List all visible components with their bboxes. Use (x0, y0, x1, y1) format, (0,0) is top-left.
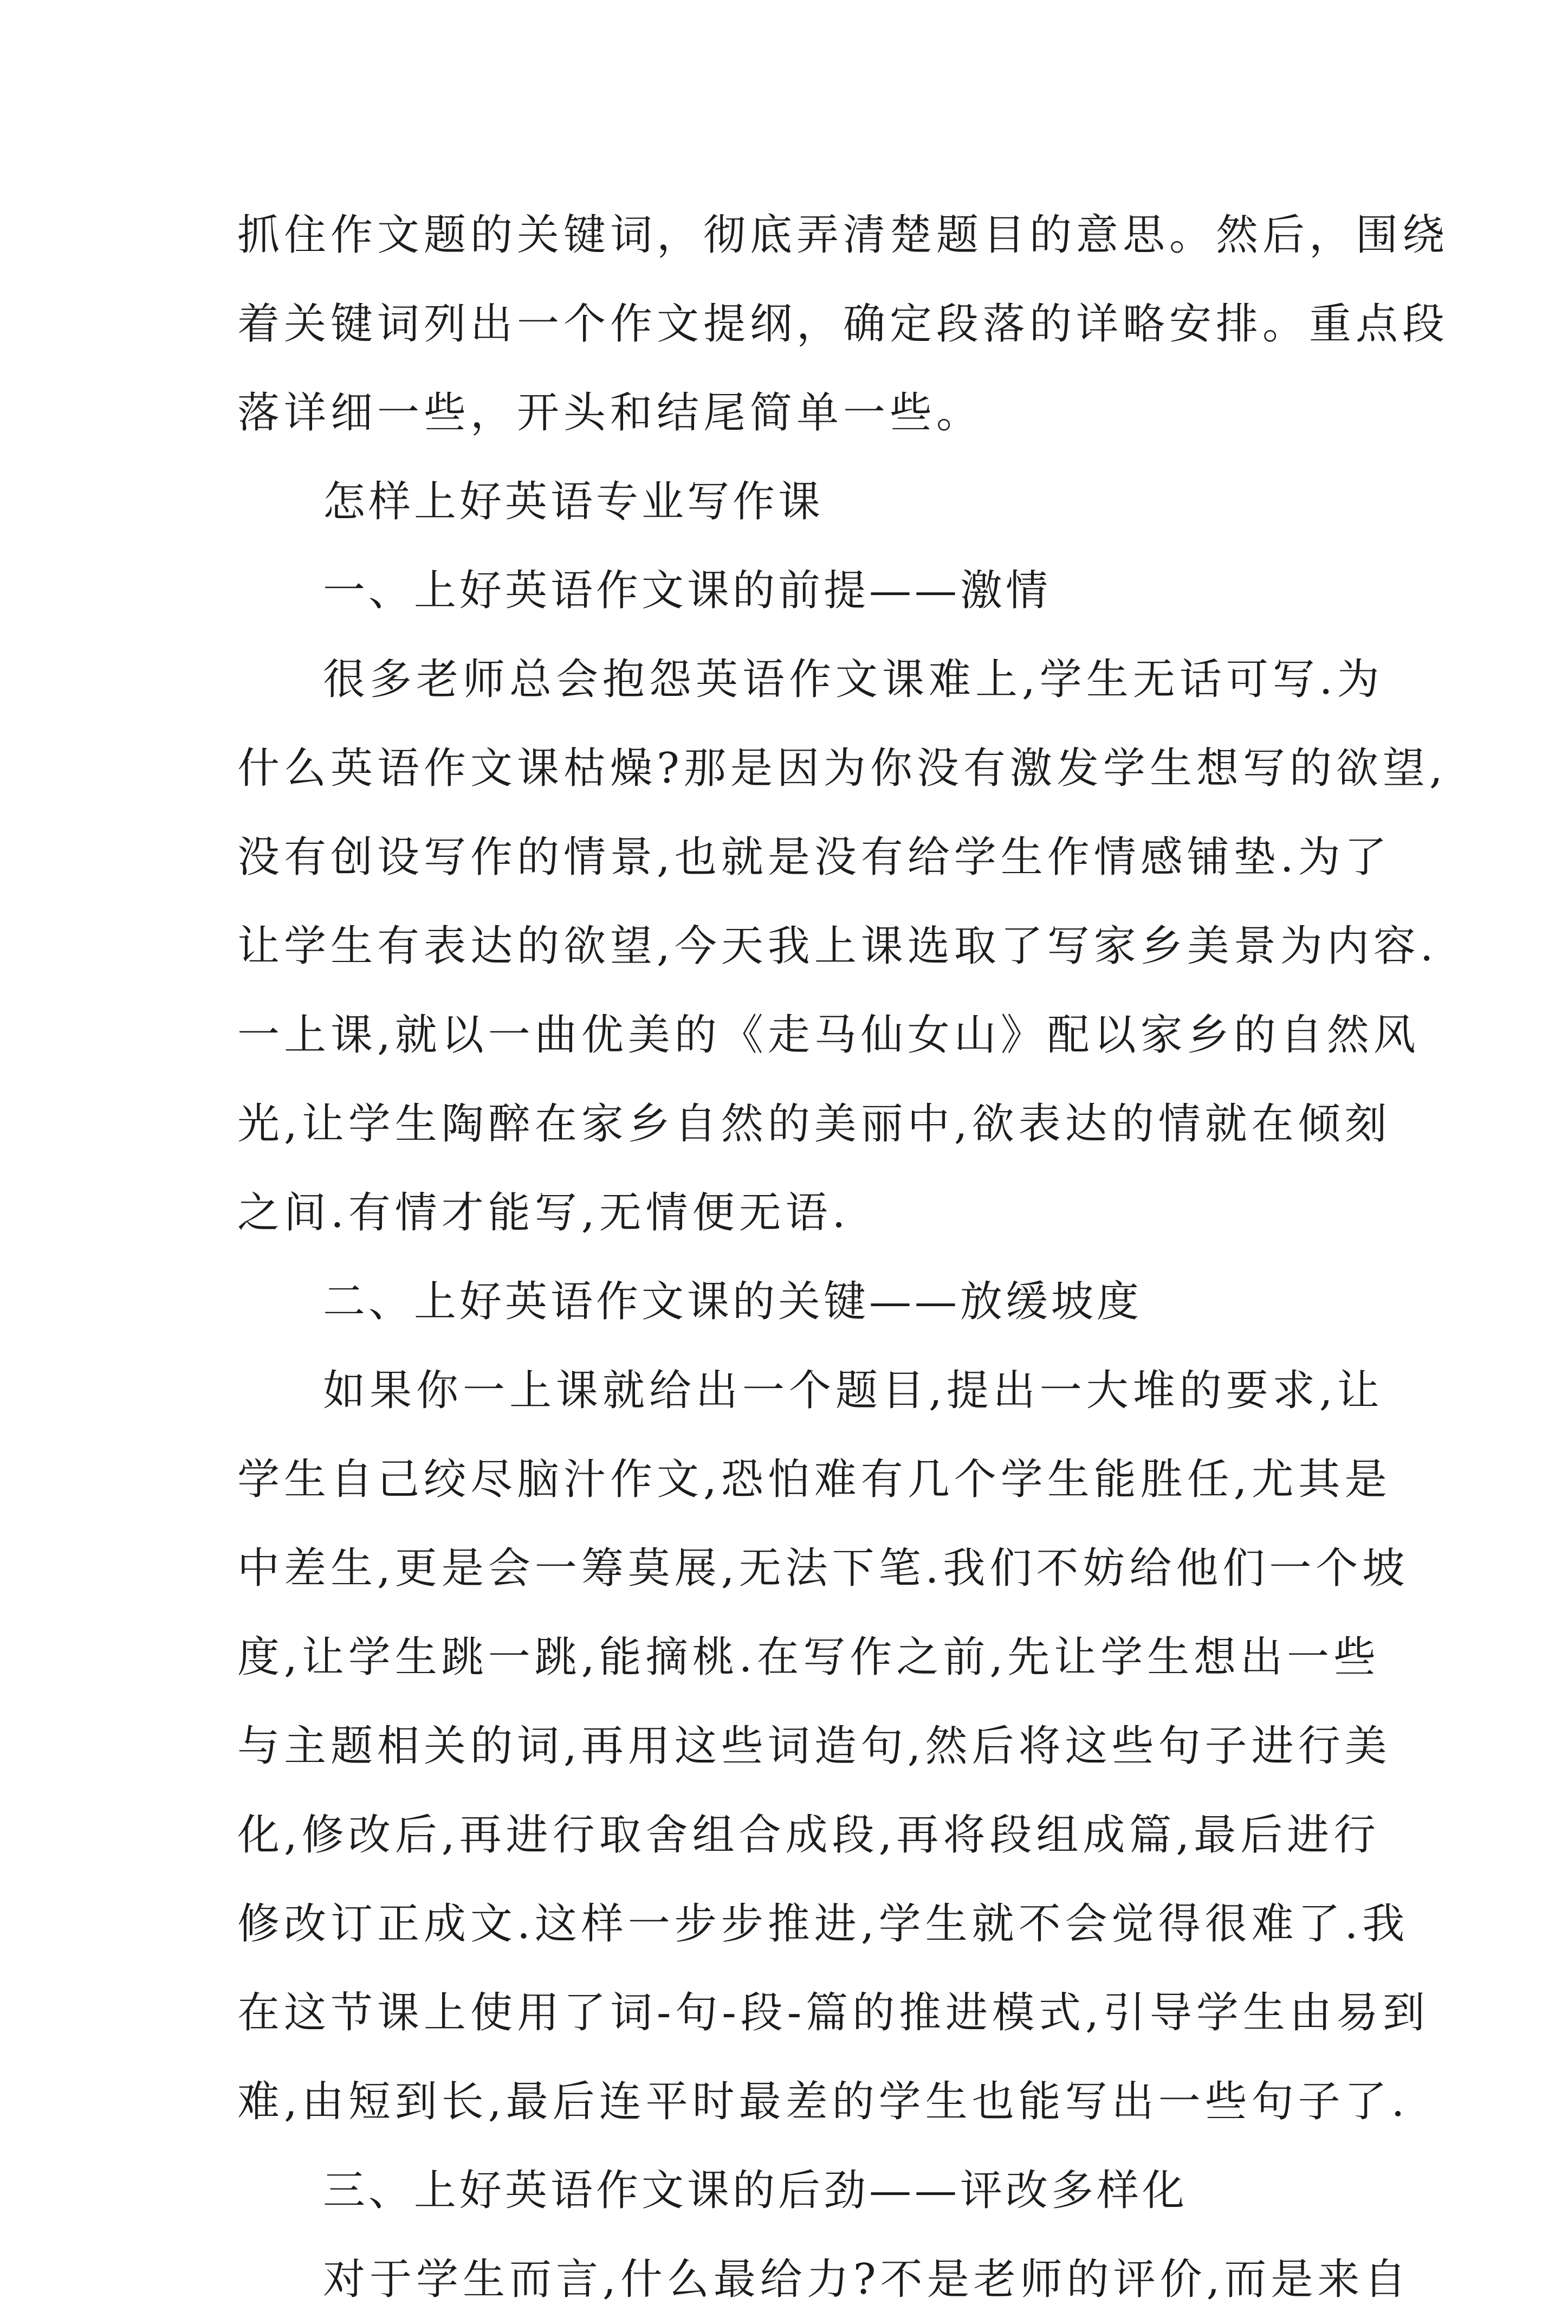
paragraph-line: 如果你一上课就给出一个题目,提出一大堆的要求,让 (323, 1366, 1384, 1415)
document-body (237, 191, 1449, 2324)
paragraph-line: 没有创设写作的情景,也就是没有给学生作情感铺垫.为了 (237, 833, 1391, 882)
paragraph-line: 之间.有情才能写,无情便无语. (237, 1189, 850, 1237)
paragraph-line: 难,由短到长,最后连平时最差的学生也能写出一些句子了. (237, 2077, 1409, 2126)
section-heading-1: 一、上好英语作文课的前提——激情 (323, 566, 1052, 615)
paragraph-line: 什么英语作文课枯燥?那是因为你没有激发学生想写的欲望, (237, 744, 1447, 793)
paragraph-line: 修改订正成文.这样一步步推进,学生就不会觉得很难了.我 (237, 1900, 1409, 1948)
paragraph-line: 度,让学生跳一跳,能摘桃.在写作之前,先让学生想出一些 (237, 1633, 1381, 1682)
paragraph-line: 中差生,更是会一筹莫展,无法下笔.我们不妨给他们一个坡 (237, 1544, 1409, 1593)
paragraph-line: 化,修改后,再进行取舍组合成段,再将段组成篇,最后进行 (237, 1811, 1381, 1860)
section-title: 怎样上好英语专业写作课 (323, 477, 824, 526)
paragraph-line: 着关键词列出一个作文提纲，确定段落的详略安排。重点段 (237, 300, 1449, 348)
paragraph-line: 让学生有表达的欲望,今天我上课选取了写家乡美景为内容. (237, 922, 1438, 971)
paragraph-line: 很多老师总会抱怨英语作文课难上,学生无话可写.为 (323, 655, 1384, 704)
paragraph-line: 抓住作文题的关键词，彻底弄清楚题目的意思。然后，围绕 (237, 211, 1449, 260)
paragraph-line: 对于学生而言,什么最给力?不是老师的评价,而是来自 (323, 2255, 1411, 2304)
paragraph-line: 落详细一些，开头和结尾简单一些。 (237, 389, 983, 437)
paragraph-line: 光,让学生陶醉在家乡自然的美丽中,欲表达的情就在倾刻 (237, 1100, 1391, 1148)
paragraph-line: 在这节课上使用了词-句-段-篇的推进模式,引导学生由易到 (237, 1989, 1429, 2037)
paragraph-line: 学生自己绞尽脑汁作文,恐怕难有几个学生能胜任,尤其是 (237, 1455, 1391, 1504)
paragraph-line: 一上课,就以一曲优美的《走马仙女山》配以家乡的自然风 (237, 1011, 1420, 1060)
paragraph-line: 与主题相关的词,再用这些词造句,然后将这些句子进行美 (237, 1722, 1391, 1771)
section-heading-2: 二、上好英语作文课的关键——放缓坡度 (323, 1277, 1143, 1326)
section-heading-3: 三、上好英语作文课的后劲——评改多样化 (323, 2166, 1188, 2215)
